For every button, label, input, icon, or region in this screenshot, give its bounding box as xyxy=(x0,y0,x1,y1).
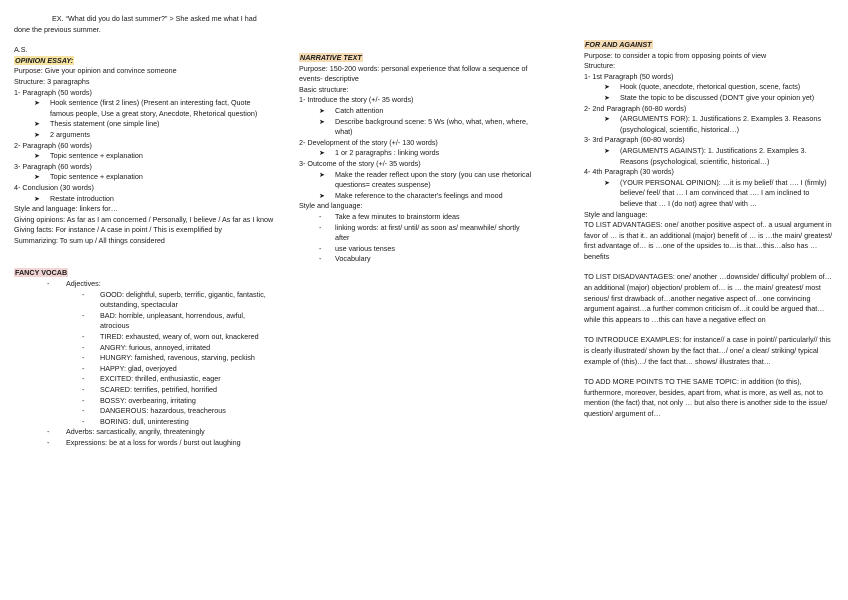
list-item: ➤ Make reference to the character's feelings and mood xyxy=(319,190,503,200)
list-item: ➤ Catch attention xyxy=(319,105,384,115)
list-item: - BAD: horrible, unpleasant, horrendous, awful, atrocious xyxy=(82,310,246,331)
narrative-title: NARRATIVE TEXT xyxy=(300,53,362,62)
for-against-purpose: Purpose: to consider a topic from opposing points of view xyxy=(584,50,767,60)
list-item: - Adjectives: xyxy=(47,279,101,289)
arrow-bullet-icon: ➤ xyxy=(319,105,326,115)
intro-line-1: EX. “What did you do last summer?” > She asked me what I had xyxy=(52,14,257,23)
for-against-structure: Structure: xyxy=(584,61,616,71)
expressions-line: Expressions: be at a loss for words / burst out laughing xyxy=(66,437,241,447)
list-item: - TIRED: exhausted, weary of, worn out, knackered xyxy=(82,332,259,342)
list-item: - Adverbs: sarcastically, angrily, threateningly xyxy=(47,427,205,437)
arrow-bullet-icon: ➤ xyxy=(34,151,41,161)
list-item: ➤ Hook (quote, anecdote, rhetorical question, scene, facts) xyxy=(604,82,801,92)
list-item: ➤ 2 arguments xyxy=(34,129,90,139)
column-for-against xyxy=(584,40,834,420)
for-against-title: FOR AND AGAINST xyxy=(585,40,652,49)
arrow-bullet-icon: ➤ xyxy=(319,169,326,179)
for-against-paragraph-2: 2- 2nd Paragraph (60-80 words) xyxy=(584,103,687,113)
opinion-paragraph-1: 1- Paragraph (50 words) xyxy=(14,87,92,97)
arrow-bullet-icon: ➤ xyxy=(604,177,611,187)
list-item: ➤ Make the reader reflect upon the story (you can use rhetorical questions= creates suspense) xyxy=(319,169,532,190)
list-item: - Expressions: be at a loss for words / burst out laughing xyxy=(47,437,241,447)
adverbs-line: Adverbs: sarcastically, angrily, threateningly xyxy=(66,427,205,437)
for-against-paragraph-3: 3- 3rd Paragraph (60-80 words) xyxy=(584,135,685,145)
list-item: ➤ Thesis statement (one simple line) xyxy=(34,119,160,129)
for-against-paragraph-1: 1- 1st Paragraph (50 words) xyxy=(584,71,674,81)
adjectives-label: Adjectives: xyxy=(66,279,101,289)
narrative-purpose: Purpose: 150-200 words: personal experience that follow a sequence of events- descriptive xyxy=(299,63,528,84)
arrow-bullet-icon: ➤ xyxy=(604,114,611,124)
list-item: - ANGRY: furious, annoyed, irritated xyxy=(82,342,211,352)
opinion-purpose: Purpose: Give your opinion and convince someone xyxy=(14,66,177,76)
list-item: - HUNGRY: famished, ravenous, starving, peckish xyxy=(82,353,255,363)
list-item: ➤ State the topic to be discussed (DON'T give your opinion yet) xyxy=(604,92,815,102)
opinion-essay-title: OPINION ESSAY: xyxy=(15,55,74,65)
arrow-bullet-icon: ➤ xyxy=(604,82,611,92)
intro-line-2: done the previous summer. xyxy=(14,24,101,34)
arrow-bullet-icon: ➤ xyxy=(604,92,611,102)
narrative-basic-structure: Basic structure: xyxy=(299,84,349,94)
list-item: - SCARED: terrifies, petrified, horrified xyxy=(82,385,218,394)
list-item: ➤ Describe background scene: 5 Ws (who, what, when, where, what) xyxy=(319,116,528,137)
as-label: A.S. xyxy=(14,45,28,55)
fancy-vocab-title: FANCY VOCAB xyxy=(15,268,68,278)
arrow-bullet-icon: ➤ xyxy=(319,116,326,126)
for-against-paragraph-4: 4- 4th Paragraph (30 words) xyxy=(584,167,674,177)
arrow-bullet-icon: ➤ xyxy=(604,145,611,155)
list-item: - HAPPY: glad, overjoyed xyxy=(82,363,177,373)
arrow-bullet-icon: ➤ xyxy=(34,172,41,182)
column-narrative xyxy=(299,53,534,265)
arrow-bullet-icon: ➤ xyxy=(34,193,41,203)
list-item: ➤ 1 or 2 paragraphs : linking words xyxy=(319,148,440,158)
list-item: ➤ Restate introduction xyxy=(34,193,114,203)
list-item: - EXCITED: thrilled, enthusiastic, eager xyxy=(82,374,221,384)
introduce-examples: TO INTRODUCE EXAMPLES: for instance// a case in point// particularly// this is clearly illustrated/ shown by the fact that…/ one/ a clear/ striking/ typical example of (this)…/ the fact that… shows/ illustrates that… xyxy=(584,335,831,366)
list-item: - DANGEROUS: hazardous, treacherous xyxy=(82,406,226,416)
list-item: - Vocabulary xyxy=(319,254,371,264)
opinion-style: Style and language: linkers for… xyxy=(14,204,118,214)
opinion-paragraph-2: 2- Paragraph (60 words) xyxy=(14,140,92,150)
arrow-bullet-icon: ➤ xyxy=(319,190,326,200)
arrow-bullet-icon: ➤ xyxy=(34,119,41,129)
list-item: - Take a few minutes to brainstorm ideas xyxy=(319,211,460,221)
opinion-paragraph-3: 3- Paragraph (60 words) xyxy=(14,161,92,171)
arrow-bullet-icon: ➤ xyxy=(34,129,41,139)
list-advantages: TO LIST ADVANTAGES: one/ another positive aspect of.. a usual argument in favor of … is that it.. an additional (major) benefit of … is …the main/ greatest/ first advantage of… is …one of the upsides to…is that…this…also has …benefits xyxy=(584,220,833,261)
list-item: ➤ (ARGUMENTS AGAINST): 1. Justifications 2. Examples 3. Reasons (psychological, scientific, historical…) xyxy=(604,145,807,166)
narrative-step-2: 2- Development of the story (+/- 130 words) xyxy=(299,137,438,147)
list-item: ➤ Hook sentence (first 2 lines) (Present an interesting fact, Quote famous people, Use a great story, Anecdote, Rhetorical question) xyxy=(34,98,258,118)
arrow-bullet-icon: ➤ xyxy=(319,148,326,158)
narrative-step-1: 1- Introduce the story (+/- 35 words) xyxy=(299,95,414,105)
list-item: - BOSSY: overbearing, irritating xyxy=(82,395,196,405)
column-opinion-vocab xyxy=(14,14,276,449)
list-item: - GOOD: delightful, superb, terrific, gigantic, fantastic, outstanding, spectacular xyxy=(82,289,266,310)
giving-facts: Giving facts: For instance / A case in point / This is exemplified by xyxy=(14,225,223,235)
list-item: - linking words: at first/ until/ as soon as/ meanwhile/ shortly after xyxy=(319,222,520,243)
for-against-style: Style and language: xyxy=(584,209,648,219)
add-more-points: TO ADD MORE POINTS TO THE SAME TOPIC: in addition (to this), furthermore, moreover, besides, apart from, what is more, as well as, not to mention (the fact) that, not only … but also there is another side to the issue/ question/ argument of… xyxy=(584,377,828,418)
narrative-style: Style and language: xyxy=(299,201,363,211)
list-item: ➤ Topic sentence + explanation xyxy=(34,151,143,161)
list-item: ➤ (YOUR PERSONAL OPINION): …it is my belief/ that …. I (firmly) believe/ feel/ that … I am convinced that …. I am inclined to believe that … I (do not) agree that/ with … xyxy=(604,177,827,208)
giving-opinions: Giving opinions: As far as I am concerned / Personally, I believe / As far as I know xyxy=(14,214,274,224)
opinion-structure: Structure: 3 paragraphs xyxy=(14,76,90,86)
list-item: ➤ Topic sentence + explanation xyxy=(34,172,143,182)
list-item: ➤ (ARGUMENTS FOR): 1. Justifications 2. Examples 3. Reasons (psychological, scientific, historical…) xyxy=(604,114,821,134)
list-item: - BORING: dull, uninteresting xyxy=(82,416,189,426)
list-disadvantages: TO LIST DISADVANTAGES: one/ another …downside/ difficulty/ problem of…an additional (major) objection/ problem of… is … the main/ greatest/ most serious/ first drawback of…another negative aspect of…one convincing argument against…a further common criticism of…it could be argued that…while this appears to …this can have a negative effect on xyxy=(584,272,832,324)
opinion-conclusion: 4- Conclusion (30 words) xyxy=(14,182,94,192)
arrow-bullet-icon: ➤ xyxy=(34,98,41,108)
summarizing: Summarizing: To sum up / All things considered xyxy=(14,235,165,245)
list-item: - use various tenses xyxy=(319,243,395,253)
narrative-step-3: 3- Outcome of the story (+/- 35 words) xyxy=(299,158,421,168)
